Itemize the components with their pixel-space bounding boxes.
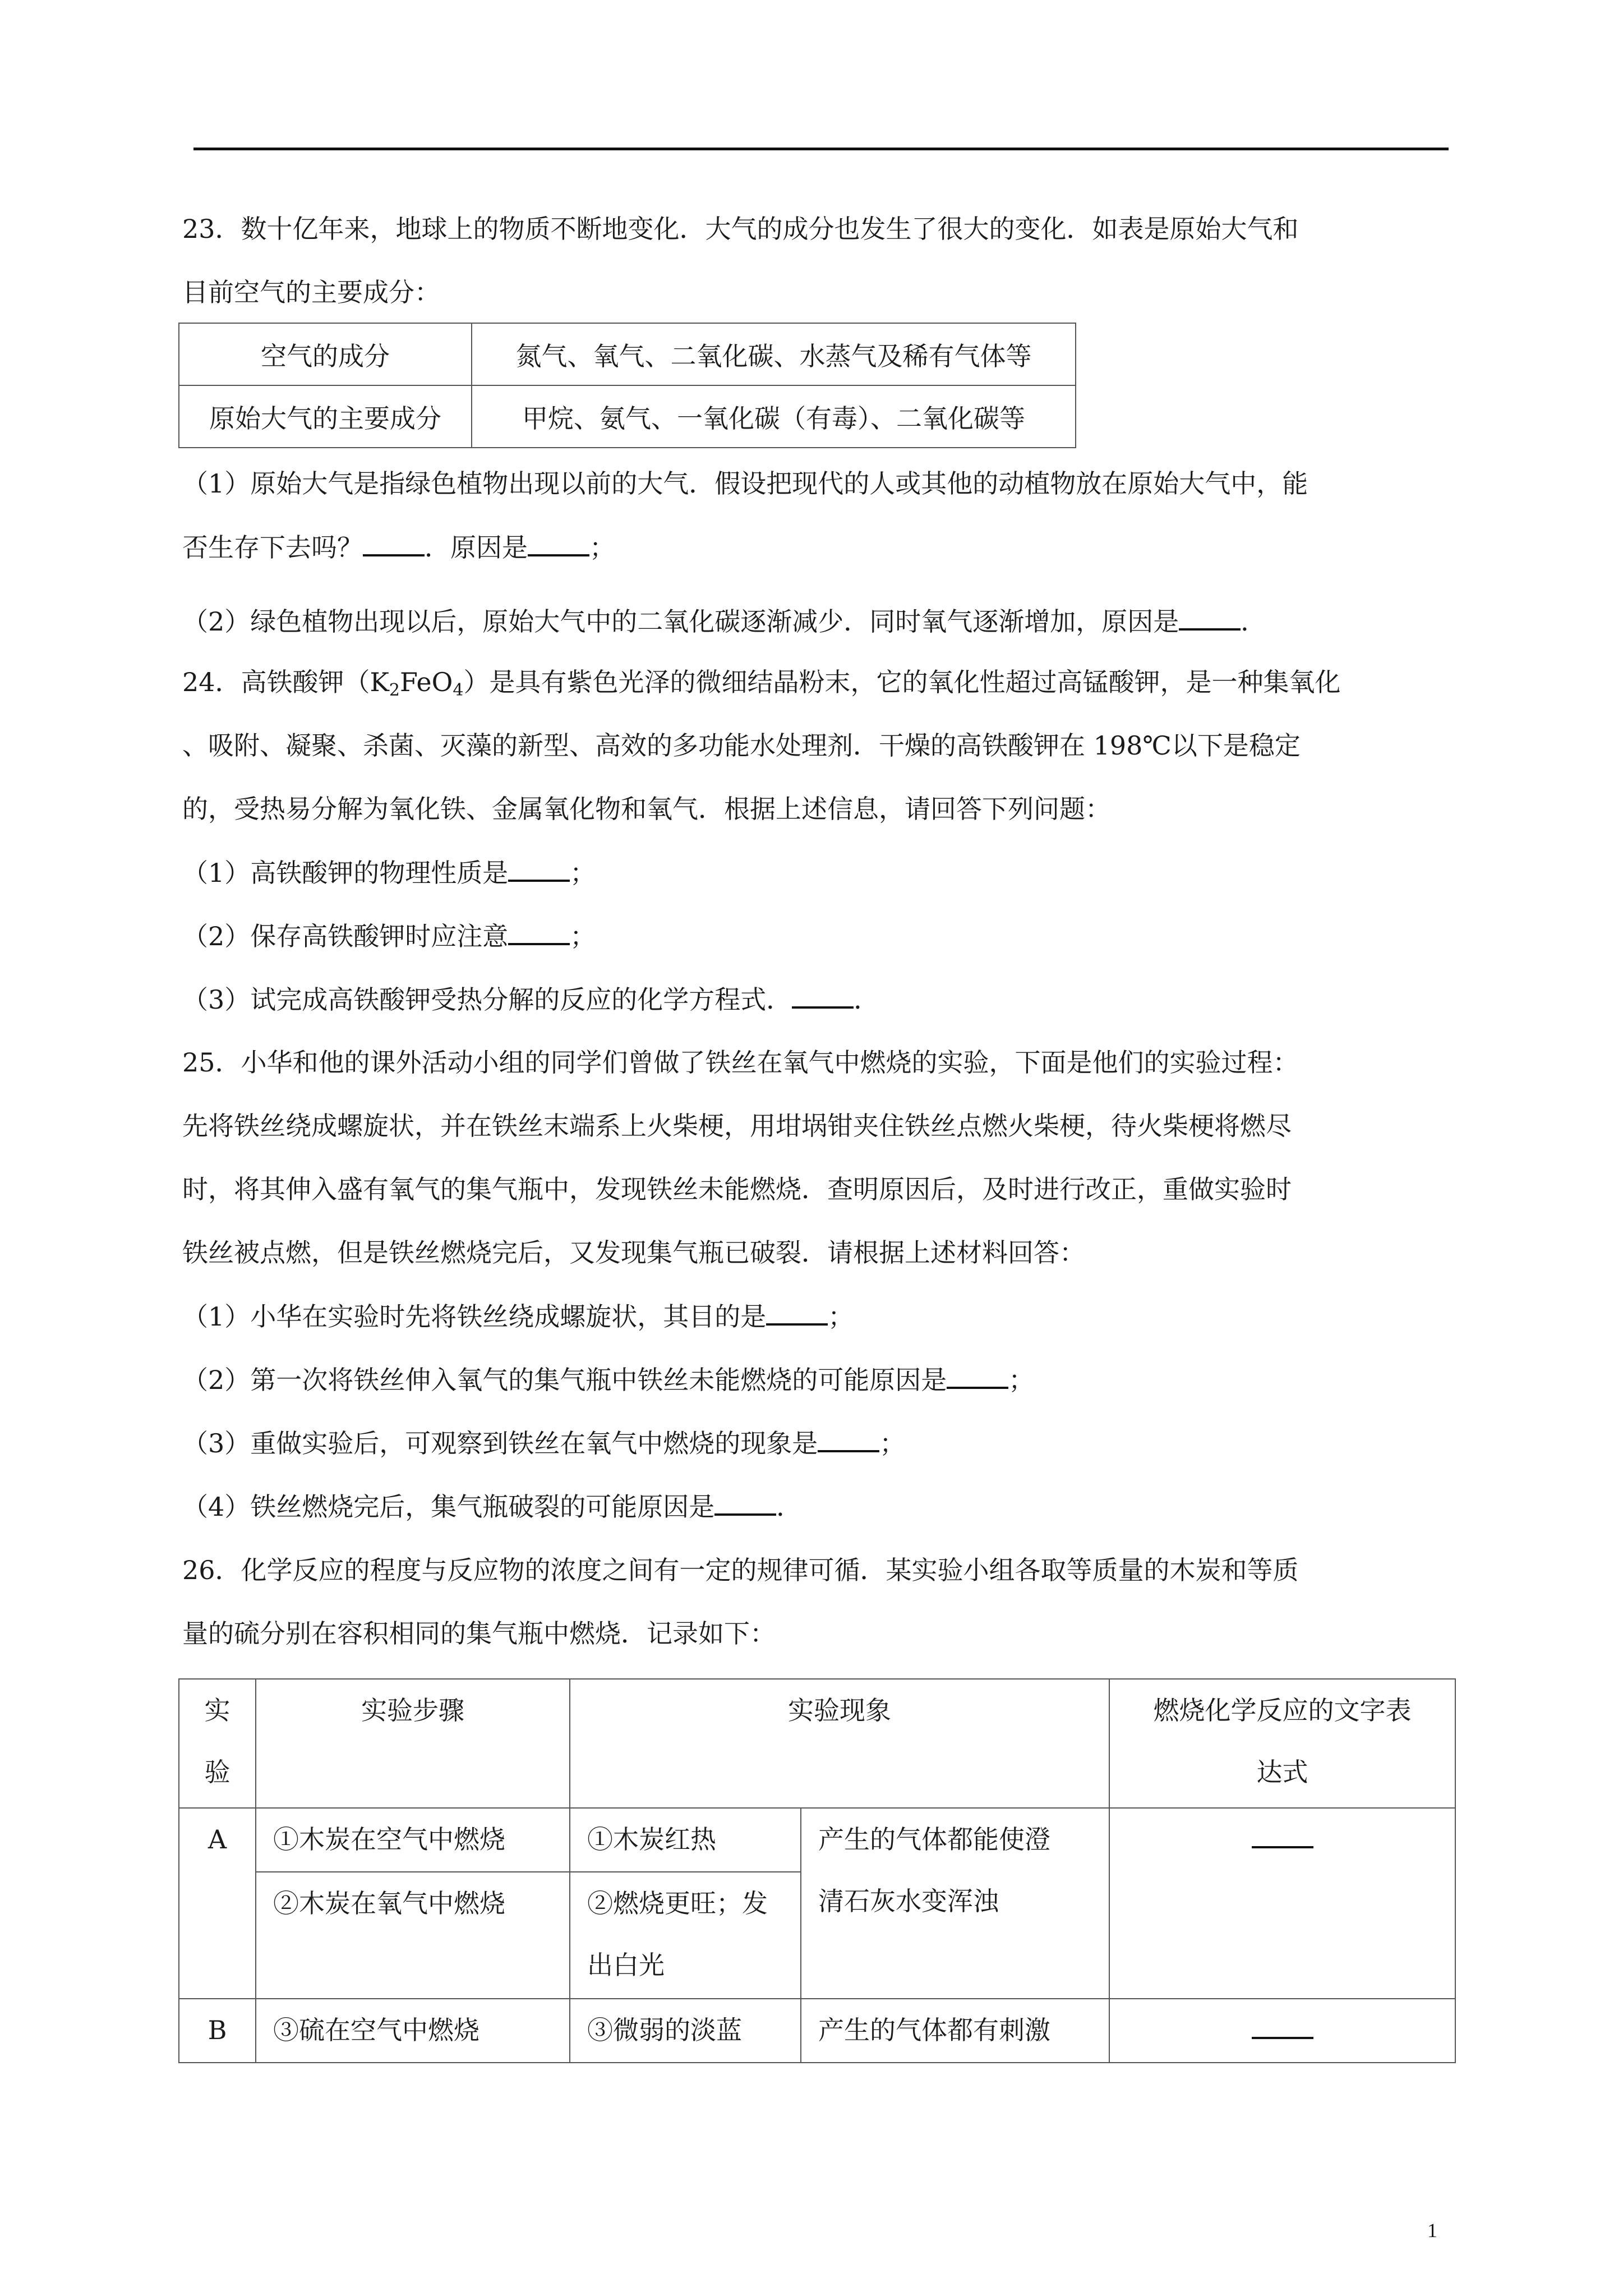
answer-blank[interactable] bbox=[508, 857, 570, 882]
q26-line2: 量的硫分别在容积相同的集气瓶中燃烧．记录如下： bbox=[182, 1618, 776, 1649]
q26-table bbox=[178, 1678, 1456, 2063]
answer-blank[interactable] bbox=[792, 984, 854, 1009]
q25-part3: （3）重做实验后，可观察到铁丝在氧气中燃烧的现象是 ； bbox=[182, 1428, 906, 1458]
q23-intro-line2: 目前空气的主要成分： bbox=[182, 277, 440, 307]
q23-cell-air-label: 空气的成分 bbox=[179, 323, 472, 385]
table-row bbox=[179, 1999, 1455, 2063]
q25-line1: 25．小华和他的课外活动小组的同学们曾做了铁丝在氧气中燃烧的实验，下面是他们的实验过程： bbox=[182, 1047, 1299, 1078]
answer-blank[interactable] bbox=[1252, 2014, 1313, 2039]
q23-table bbox=[178, 323, 1076, 448]
header-rule bbox=[193, 148, 1449, 150]
q26-a-step2: ②木炭在氧气中燃烧 bbox=[256, 1872, 570, 1999]
answer-blank[interactable] bbox=[818, 1428, 879, 1452]
q26-b-step1: ③硫在空气中燃烧 bbox=[256, 1999, 570, 2063]
q26-b-equation bbox=[1109, 1999, 1455, 2063]
answer-blank[interactable] bbox=[947, 1364, 1008, 1389]
table-row bbox=[179, 1808, 1455, 1872]
answer-blank[interactable] bbox=[508, 921, 570, 945]
q23-cell-air-value: 氮气、氧气、二氧化碳、水蒸气及稀有气体等 bbox=[472, 323, 1076, 385]
q26-a-common: 产生的气体都能使澄 清石灰水变浑浊 bbox=[801, 1808, 1109, 1999]
q26-a-equation bbox=[1109, 1808, 1455, 1999]
q24-part3: （3）试完成高铁酸钾受热分解的反应的化学方程式． ． bbox=[182, 984, 880, 1015]
q26-row-a-label: A bbox=[179, 1808, 256, 1999]
q25-part2: （2）第一次将铁丝伸入氧气的集气瓶中铁丝未能燃烧的可能原因是 ； bbox=[182, 1365, 1035, 1395]
q23-part2: （2）绿色植物出现以后，原始大气中的二氧化碳逐渐减少．同时氧气逐渐增加，原因是 ． bbox=[182, 606, 1267, 637]
q24-line1: 24．高铁酸钾$(K_2FeO_4)$是具有紫色光泽的微细结晶粉末，它的氧化性超过高锰酸钾，是一种集氧化 bbox=[182, 667, 1341, 700]
q26-header-phenomena: 实验现象 bbox=[570, 1679, 1109, 1808]
answer-blank[interactable] bbox=[714, 1491, 776, 1516]
q23-part1-line2: 否生存下去吗？ ．原因是 ； bbox=[182, 532, 615, 563]
q25-part1: （1）小华在实验时先将铁丝绕成螺旋状，其目的是 ； bbox=[182, 1301, 854, 1332]
q26-b-common: 产生的气体都有刺激 bbox=[801, 1999, 1109, 2063]
table-row bbox=[179, 385, 1076, 448]
q24-part2: （2）保存高铁酸钾时应注意 ； bbox=[182, 921, 596, 951]
q25-line4: 铁丝被点燃，但是铁丝燃烧完后，又发现集气瓶已破裂．请根据上述材料回答： bbox=[182, 1237, 1085, 1268]
answer-blank[interactable] bbox=[528, 532, 589, 556]
answer-blank[interactable] bbox=[363, 532, 425, 556]
q25-line3: 时，将其伸入盛有氧气的集气瓶中，发现铁丝未能燃烧．查明原因后，及时进行改正，重做实验时 bbox=[182, 1174, 1292, 1204]
answer-blank[interactable] bbox=[1179, 606, 1241, 631]
q25-line2: 先将铁丝绕成螺旋状，并在铁丝末端系上火柴梗，用坩埚钳夹住铁丝点燃火柴梗，待火柴梗将燃尽 bbox=[182, 1111, 1292, 1141]
q26-a-phenomenon1: ①木炭红热 bbox=[570, 1808, 801, 1872]
q26-a-step1: ①木炭在空气中燃烧 bbox=[256, 1808, 570, 1872]
q23-part1-line1: （1）原始大气是指绿色植物出现以前的大气．假设把现代的人或其他的动植物放在原始大气中，能 bbox=[182, 468, 1308, 499]
answer-blank[interactable] bbox=[1252, 1824, 1313, 1848]
q23-intro-line1: 23．数十亿年来，地球上的物质不断地变化．大气的成分也发生了很大的变化．如表是原始大气和 bbox=[182, 214, 1299, 244]
q26-header-experiment: 实 验 bbox=[179, 1679, 256, 1808]
q26-header-steps: 实验步骤 bbox=[256, 1679, 570, 1808]
q23-cell-primitive-value: 甲烷、氨气、一氧化碳（有毒）、二氧化碳等 bbox=[472, 385, 1076, 448]
q23-cell-primitive-label: 原始大气的主要成分 bbox=[179, 385, 472, 448]
q24-line3: 的，受热易分解为氧化铁、金属氧化物和氧气．根据上述信息，请回答下列问题： bbox=[182, 794, 1111, 824]
q25-part4: （4）铁丝燃烧完后，集气瓶破裂的可能原因是 ． bbox=[182, 1492, 803, 1522]
q26-header-equation: 燃烧化学反应的文字表 达式 bbox=[1109, 1679, 1455, 1808]
answer-blank[interactable] bbox=[766, 1301, 828, 1326]
q26-row-b-label: B bbox=[179, 1999, 256, 2063]
q26-line1: 26．化学反应的程度与反应物的浓度之间有一定的规律可循．某实验小组各取等质量的木炭和等质 bbox=[182, 1555, 1299, 1585]
q24-line2: 、吸附、凝聚、杀菌、灭藻的新型、高效的多功能水处理剂．干燥的高铁酸钾在 198℃以下是稳定 bbox=[182, 730, 1301, 761]
table-row bbox=[179, 1679, 1455, 1808]
table-row bbox=[179, 323, 1076, 385]
q26-b-phenomenon1: ③微弱的淡蓝 bbox=[570, 1999, 801, 2063]
q24-part1: （1）高铁酸钾的物理性质是 ； bbox=[182, 858, 596, 888]
q26-a-phenomenon2: ②燃烧更旺；发 出白光 bbox=[570, 1872, 801, 1999]
page-number: 1 bbox=[1427, 2219, 1437, 2242]
